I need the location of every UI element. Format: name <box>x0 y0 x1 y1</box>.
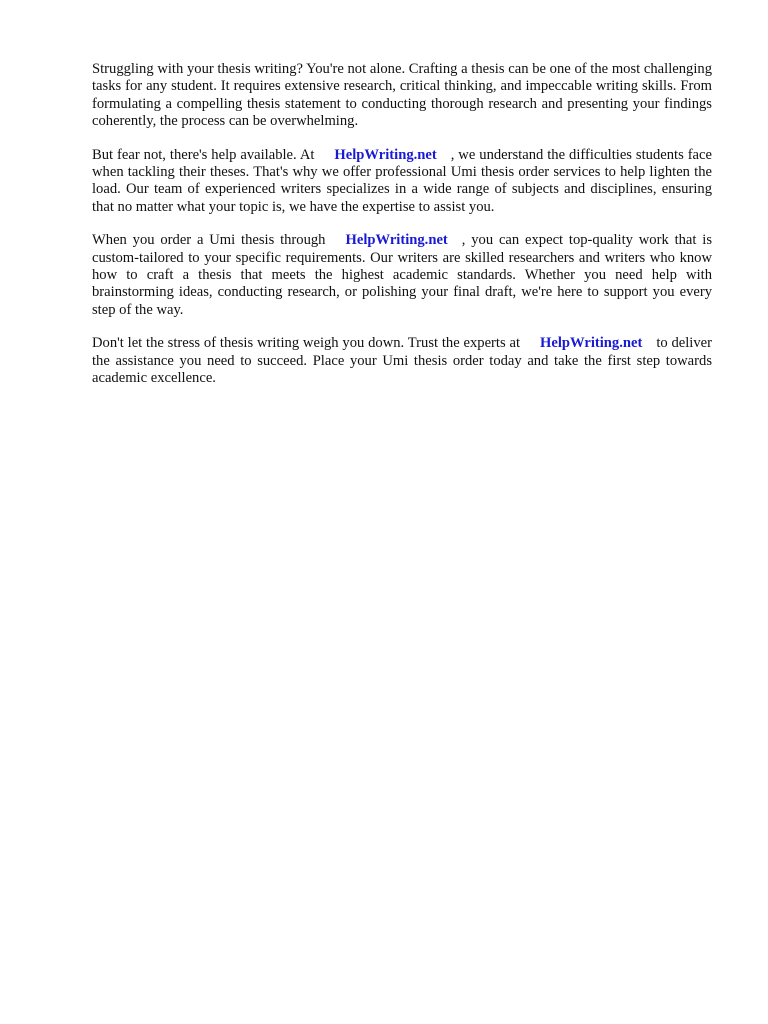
paragraph-order-thesis <box>92 232 712 319</box>
helpwriting-link[interactable]: HelpWriting.net <box>334 146 437 163</box>
paragraph-call-to-action <box>92 335 712 387</box>
paragraph-text: Struggling with your thesis writing? You're not alone. Crafting a thesis can be one of the most challenging tasks for any student. It requires extensive research, critical thinking, and impeccable writing skills. From formulating a compelling thesis statement to conducting thorough research and presenting your findings coherently, the process can be overwhelming. <box>92 61 712 130</box>
paragraph-text-before-link: When you order a Umi thesis through <box>92 232 326 249</box>
paragraph-help-available <box>92 147 712 217</box>
paragraph-text-after-link: , we understand the difficulties students face when tackling their theses. That's why we offer professional Umi thesis order services to help lighten the load. Our team of experienced writers specializes in a wide range of subjects and disciplines, ensuring that no matter what your topic is, we have the expertise to assist you. <box>92 146 712 215</box>
helpwriting-link[interactable]: HelpWriting.net <box>540 335 643 352</box>
paragraph-intro <box>92 61 712 131</box>
paragraph-text-before-link: But fear not, there's help available. At <box>92 146 315 163</box>
helpwriting-link[interactable]: HelpWriting.net <box>345 232 448 249</box>
paragraph-text-after-link: to deliver the assistance you need to succeed. Place your Umi thesis order today and take the first step towards academic excellence. <box>92 335 712 387</box>
paragraph-text-after-link: , you can expect top-quality work that is custom-tailored to your specific requirements. Our writers are skilled researchers and writers who know how to craft a thesis that meets the highest academic standards. Whether you need help with brainstorming ideas, conducting research, or polishing your final draft, we're here to support you every step of the way. <box>92 232 713 318</box>
paragraph-text-before-link: Don't let the stress of thesis writing weigh you down. Trust the experts at <box>92 335 521 352</box>
document-page <box>92 61 712 404</box>
